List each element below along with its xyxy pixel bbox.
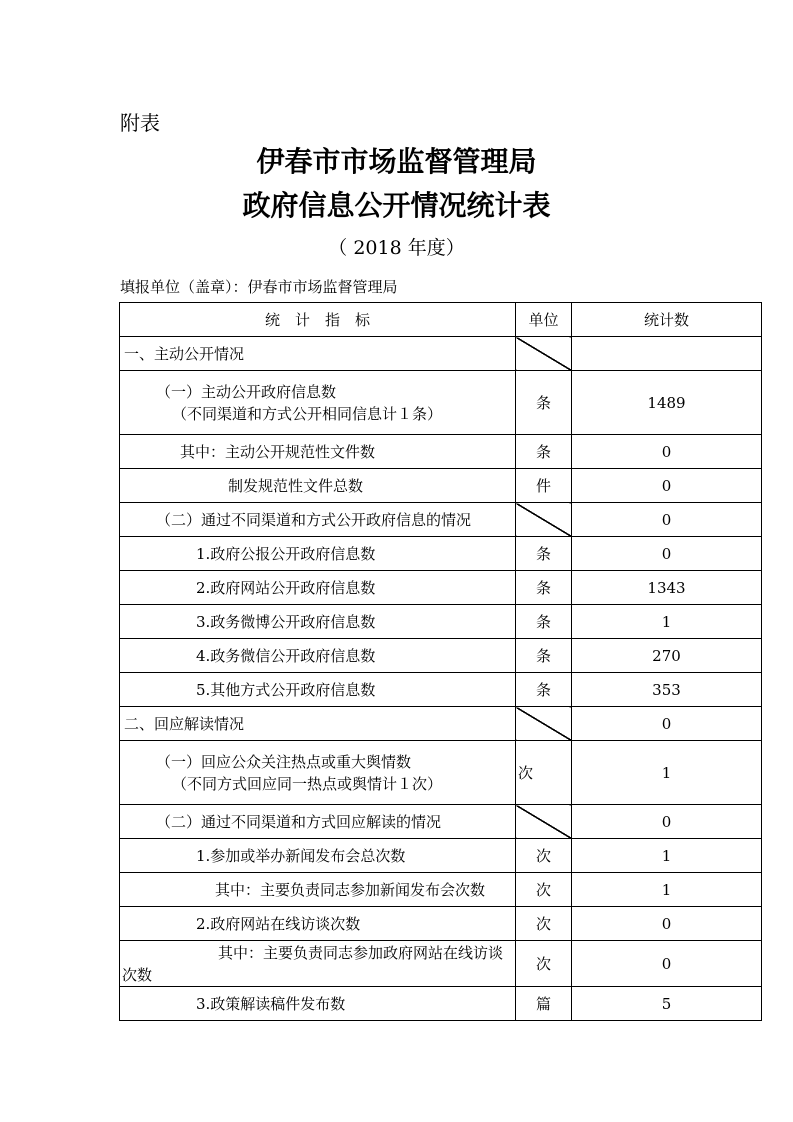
- document-title-line1: 伊春市市场监督管理局: [256, 145, 537, 178]
- table-row: [120, 337, 762, 371]
- row-unit: 条: [516, 673, 572, 707]
- row-label: 二、回应解读情况: [120, 707, 516, 741]
- row-label: 2.政府网站公开政府信息数: [120, 571, 516, 605]
- table-row: [120, 639, 762, 673]
- table-row: [120, 605, 762, 639]
- table-row: [120, 907, 762, 941]
- reporting-unit: 填报单位（盖章）：伊春市市场监督管理局: [120, 278, 398, 296]
- row-label: 4.政务微信公开政府信息数: [120, 639, 516, 673]
- row-unit: 件: [516, 469, 572, 503]
- row-value: 5: [572, 987, 762, 1021]
- row-value: 1: [572, 605, 762, 639]
- row-value: 1: [572, 839, 762, 873]
- row-unit: 条: [516, 435, 572, 469]
- row-label-line2: （不同渠道和方式公开相同信息计１条）: [172, 404, 443, 423]
- row-value: 0: [572, 503, 762, 537]
- row-value: 0: [572, 805, 762, 839]
- row-label: 制发规范性文件总数: [120, 469, 516, 503]
- table-row: [120, 503, 762, 537]
- table-row: [120, 987, 762, 1021]
- table-row: [120, 537, 762, 571]
- year-label: （ 2018 年度）: [328, 237, 465, 259]
- table-header-row: [120, 303, 762, 337]
- row-unit-slashed: [516, 707, 572, 741]
- row-unit: 篇: [516, 987, 572, 1021]
- table-row: [120, 435, 762, 469]
- row-unit: 次: [516, 741, 572, 805]
- table-row: [120, 839, 762, 873]
- row-label: （二）通过不同渠道和方式回应解读的情况: [120, 805, 516, 839]
- row-unit: 条: [516, 639, 572, 673]
- table-row: [120, 673, 762, 707]
- row-unit: 条: [516, 371, 572, 435]
- row-value: [572, 337, 762, 371]
- row-unit: 次: [516, 907, 572, 941]
- row-value: 270: [572, 639, 762, 673]
- row-label: [120, 941, 516, 987]
- row-label: 5.其他方式公开政府信息数: [120, 673, 516, 707]
- row-value: 353: [572, 673, 762, 707]
- row-label-line2: 次数: [122, 965, 153, 984]
- row-unit: 条: [516, 571, 572, 605]
- row-label: [120, 371, 516, 435]
- table-row: [120, 805, 762, 839]
- row-label: 1.政府公报公开政府信息数: [120, 537, 516, 571]
- row-unit: 次: [516, 839, 572, 873]
- table-row: [120, 741, 762, 805]
- row-label-line1: 其中：主要负责同志参加政府网站在线访谈: [218, 943, 504, 962]
- header-count: 统计数: [572, 303, 762, 337]
- row-label: （二）通过不同渠道和方式公开政府信息的情况: [120, 503, 516, 537]
- row-label: [120, 741, 516, 805]
- row-value: 1343: [572, 571, 762, 605]
- table-row: [120, 941, 762, 987]
- row-value: 0: [572, 469, 762, 503]
- row-unit-slashed: [516, 503, 572, 537]
- row-unit: 条: [516, 605, 572, 639]
- row-unit: 条: [516, 537, 572, 571]
- row-label: 其中：主要负责同志参加新闻发布会次数: [120, 873, 516, 907]
- header-indicator: 统 计 指 标: [120, 303, 516, 337]
- row-value: 0: [572, 707, 762, 741]
- row-value: 0: [572, 435, 762, 469]
- row-unit: 次: [516, 873, 572, 907]
- document-title-line2: 政府信息公开情况统计表: [242, 189, 551, 222]
- statistics-table: [119, 302, 762, 1021]
- row-unit: 次: [516, 941, 572, 987]
- row-value: 1: [572, 873, 762, 907]
- table-row: [120, 707, 762, 741]
- row-value: 0: [572, 941, 762, 987]
- row-label: 一、主动公开情况: [120, 337, 516, 371]
- row-unit-slashed: [516, 805, 572, 839]
- row-label: 其中：主动公开规范性文件数: [120, 435, 516, 469]
- row-value: 1: [572, 741, 762, 805]
- row-label: 3.政务微博公开政府信息数: [120, 605, 516, 639]
- row-label: 1.参加或举办新闻发布会总次数: [120, 839, 516, 873]
- row-label: 2.政府网站在线访谈次数: [120, 907, 516, 941]
- row-value: 0: [572, 907, 762, 941]
- row-value: 0: [572, 537, 762, 571]
- table-row: [120, 571, 762, 605]
- row-label-line1: （一）主动公开政府信息数: [156, 382, 337, 401]
- appendix-label: 附表: [120, 111, 160, 135]
- header-unit: 单位: [516, 303, 572, 337]
- row-label-line2: （不同方式回应同一热点或舆情计１次）: [172, 774, 443, 793]
- row-label: 3.政策解读稿件发布数: [120, 987, 516, 1021]
- row-value: 1489: [572, 371, 762, 435]
- row-unit-slashed: [516, 337, 572, 371]
- table-row: [120, 371, 762, 435]
- table-row: [120, 873, 762, 907]
- table-row: [120, 469, 762, 503]
- row-label-line1: （一）回应公众关注热点或重大舆情数: [156, 752, 412, 771]
